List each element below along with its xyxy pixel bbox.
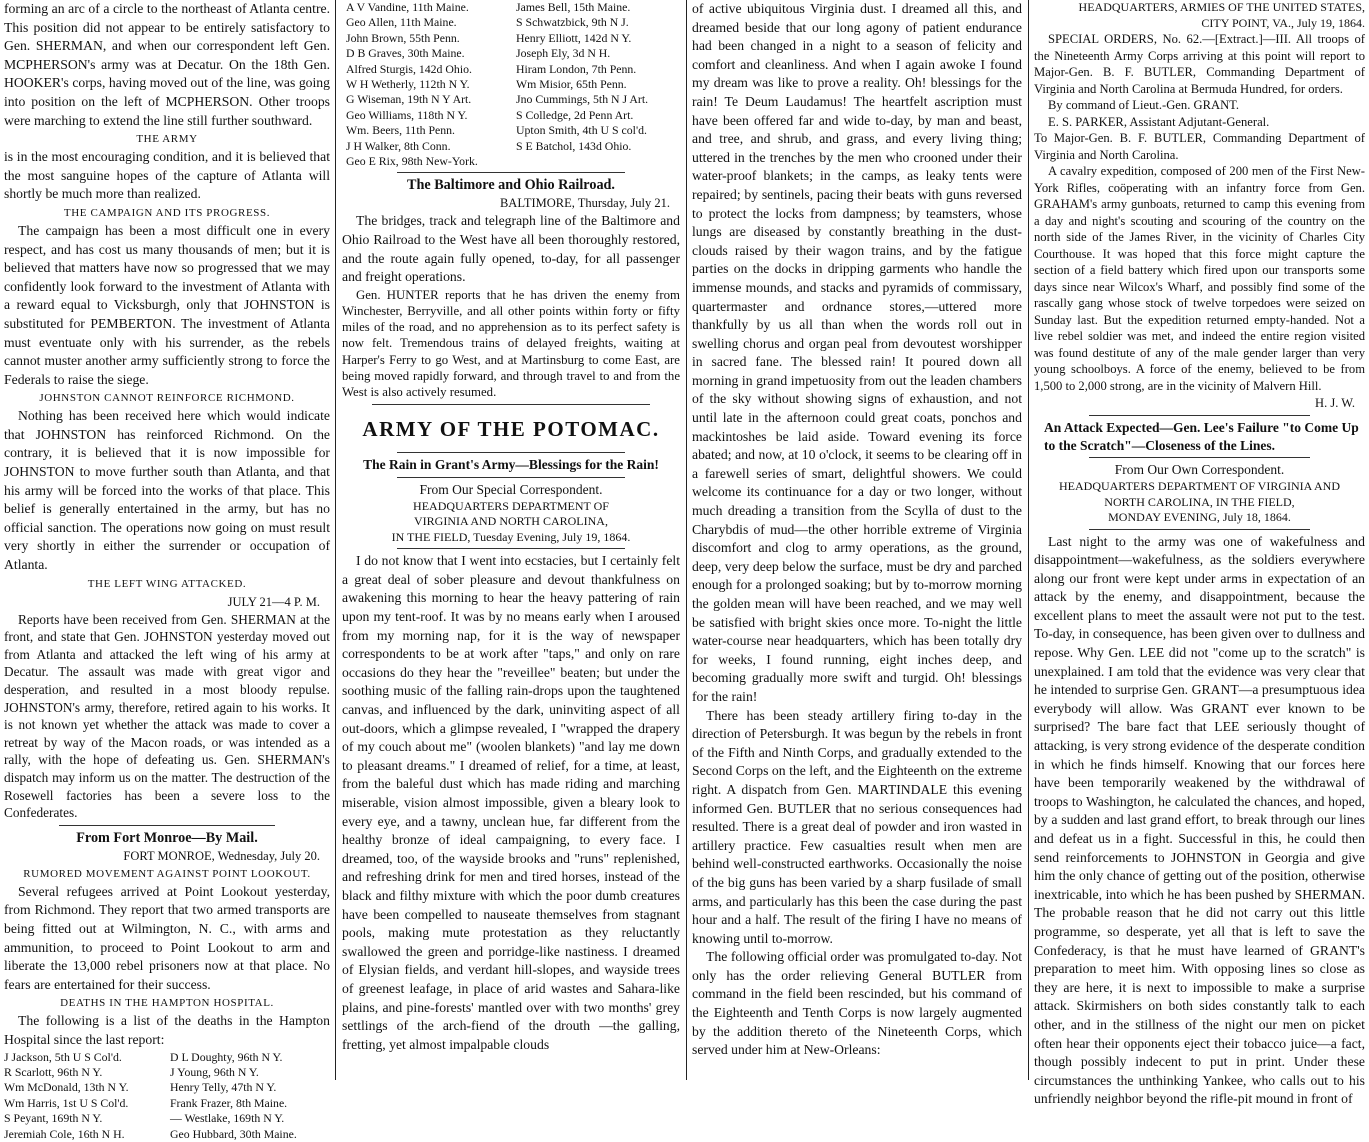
correspondent-line: From Our Special Correspondent.	[419, 481, 603, 497]
list-item: Geo E Rix, 98th New-York.	[346, 154, 478, 169]
list-item: J Jackson, 5th U S Col'd.	[4, 1049, 122, 1064]
subheading: JOHNSTON CANNOT REINFORCE RICHMOND.	[39, 392, 295, 405]
list-item: J Young, 96th N Y.	[170, 1064, 259, 1079]
order-signature: E. S. PARKER, Assistant Adjutant-General.	[1048, 114, 1270, 129]
divider	[59, 825, 275, 826]
list-item: A V Vandine, 11th Maine.	[346, 0, 469, 14]
list-item: Geo Williams, 118th N Y.	[346, 107, 468, 122]
list-item: Hiram London, 7th Penn.	[516, 61, 637, 76]
correspondent-line: From Our Own Correspondent.	[1114, 462, 1285, 477]
dateline: NORTH CAROLINA, IN THE FIELD,	[1104, 494, 1295, 509]
dateline: BALTIMORE, Thursday, July 21.	[499, 196, 670, 211]
article-paragraph: Nothing has been received here which would indicate that JOHNSTON has reinforced Richmond. On the contrary, it is believed that it is now impossible for JOHNSTON to move further south than Atlanta, and that his army will be forced into the works of that place. This belief is generally entertained in the army, but has no official sanction. The operations now going on must result very shortly in either the surrender or occupation of Atlanta.	[4, 408, 330, 573]
article-headline: The Rain in Grant's Army—Blessings for the Rain!	[363, 457, 659, 473]
list-item: Joseph Ely, 3d N H.	[516, 46, 611, 61]
dateline: FORT MONROE, Wednesday, July 20.	[123, 848, 320, 863]
article-paragraph: Last night to the army was one of wakefulness and disappointment—wakefulness, as the soldiers everywhere along our front were kept under arms in expectation of an attack by the enemy, and disappointment, because the excellent plans to meet the assault were not put to the test. To-day, in consequence, has been given over to dullness and repose. Why Gen. LEE did not "come up to the scratch" is unexplained. I am told that the evidence was very clear that he intended to surprise Gen. GRANT—a presumptuous idea everybody will allow. Was GRANT ever known to be surprised? The bare fact that LEE seriously thought of attacking, is very strong evidence of the desperate condition in which he finds himself. Knowing that our forces here have been temporarily weakened by the withdrawal of troops to Washington, he calculated the chances, and hoped, by a sudden and last grand effort, to break through our lines and defeat us in a fight. Successful in this, he could then send reinforcements to JOHNSTON in Georgia and give him the only chance of getting out of the position, otherwise inextricable, into which he has been pushed by SHERMAN. The probable reason that he did not carry out this little programme, so desperate, yet all that is left to save the Confederacy, is that he must have learned of GRANT's preparation to meet him. With opposing lines so close as they are here, it is next to impossible to make a surprise attack. Skirmishers on both sides constantly talk to each other, and in the stillness of the night our men on picket often hear their opponents eject their tobacco juice—a fact, though possibly indecent to put in print. Under these circumstances the unthinking Yankee, who calls out to his unfriendly neighbor beyond the rifle-pit mound in front of	[1034, 533, 1365, 1107]
dateline: JULY 21—4 P. M.	[227, 594, 320, 609]
list-item: D L Doughty, 96th N Y.	[170, 1049, 283, 1064]
list-item: S Colledge, 2d Penn Art.	[516, 107, 634, 122]
dateline: MONDAY EVENING, July 18, 1864.	[1108, 510, 1291, 524]
article-paragraph: The bridges, track and telegraph line of the Baltimore and Ohio Railroad to the West have all been thoroughly restored, and the route again fully opened, to-day, for all passenger and freight operations.	[342, 213, 680, 285]
deaths-list-continued	[342, 0, 680, 154]
column-rule	[1028, 0, 1029, 1080]
dateline: HEADQUARTERS DEPARTMENT OF VIRGINIA AND	[1058, 479, 1341, 493]
article-paragraph: There has been steady artillery firing to-day in the direction of Petersburgh. It was begun by the rebels in front of the Fifth and Ninth Corps, and gradually extended to the Second Corps on the left, and the Eighteenth on the extreme right. A dispatch from Gen. MARTINDALE this evening informed Gen. BUTLER that no serious consequences had resulted. There is a great deal of powder and iron wasted in artillery practice. Few casualties result when men are behind well-constructed earthworks. Occasionally the noise of the big guns has been varied by a sharp fusilade of small arms, and particularly has this been the case during the past hour and a half. The result of the firing I have no means of knowing until to-morrow.	[692, 707, 1022, 946]
list-item: S E Batchol, 143d Ohio.	[516, 138, 632, 153]
article-headline: From Fort Monroe—By Mail.	[76, 829, 258, 846]
list-item: D B Graves, 30th Maine.	[346, 46, 465, 61]
dateline: HEADQUARTERS, ARMIES OF THE UNITED STATES,	[1078, 0, 1365, 14]
divider	[397, 452, 625, 453]
list-item: Jeremiah Cole, 16th N H.	[4, 1126, 125, 1141]
divider	[1089, 457, 1310, 458]
divider	[372, 404, 650, 405]
article-paragraph: The campaign has been a most difficult one in every respect, and has cost us many thousands of men; but it is believed that matters have now so progressed that we may confidently look forward to the investment of Atlanta with a reward equal to Vicksburgh, only that JOHNSTON is substituted for PEMBERTON. The investment of Atlanta must eventuate only with his surrender, as the rebels cannot muster another army sufficiently strong to force the Federals to raise the siege.	[4, 222, 330, 387]
list-item: S Schwatzbick, 9th N J.	[516, 15, 629, 30]
divider	[397, 172, 625, 173]
column-3	[692, 0, 1022, 1080]
list-item: W H Wetherly, 112th N Y.	[346, 77, 470, 92]
order-recipient: To Major-Gen. B. F. BUTLER, Commanding Department of Virginia and North Carolina.	[1034, 131, 1365, 162]
article-paragraph: The following is a list of the deaths in the Hampton Hospital since the last report:	[4, 1013, 330, 1047]
column-1	[4, 0, 330, 1141]
divider	[397, 548, 625, 549]
article-paragraph: Several refugees arrived at Point Lookout yesterday, from Richmond. They report that two armed transports are being fitted out at Wilmington, N. C., with arms and ammunition, to proceed to Point Lookout to arm and liberate the 13,000 rebel prisoners now at that place. No fears are entertained for their success.	[4, 883, 330, 992]
article-paragraph: I do not know that I went into ecstacies, but I certainly felt a great deal of sober pleasure and devout thankfulness on awakening this morning to hear the heavy pattering of rain upon my tent-roof. It was by no means early when I aroused from my morning nap, for it is the way of newspaper correspondents to be at work after "taps," and only on rare occasions do they hear the "reveillee" beaten; but under the soothing music of the falling rain-drops upon the taughtened canvas, and influenced by the dark, uninviting aspect of all out-doors, which a glimpse revealed, I "wrapped the drapery of my couch about me" (woolen blankets) "and lay me down to pleasant dreams." I dreamed of relief, for a time, at least, from the baleful dust which has made riding and marching miserable, vision almost impossible, given a bleary look to every eye, and a tawny, unclean hue, far different from the healthy bronze of ideal campaigning, to every face. I dreamed, too, of the wayside brooks and "runs" replenished, and refreshing drink for men and tired horses, instead of the black and filthy mixture with which the poor dumb creatures have been compelled to nauseate themselves from stagnant pools, making mute protestation as they reluctantly swallowed the green and porridge-like nastiness. I dreamed of Elysian fields, and verdant hill-slopes, and wayside trees of greenest leafage, in place of arid wastes and Sahara-like plains, and pine-forests' mantled over with two months' grey settlings of the arch-fiend of the drouth —the galling, fretting, yet almost impalpable clouds	[342, 553, 680, 1052]
divider	[397, 477, 625, 478]
subheading: THE CAMPAIGN AND ITS PROGRESS.	[63, 206, 271, 219]
list-item: Upton Smith, 4th U S col'd.	[516, 123, 647, 138]
article-headline: The Baltimore and Ohio Railroad.	[407, 177, 615, 194]
article-paragraph: Reports have been received from Gen. SHERMAN at the front, and state that Gen. JOHNSTON yesterday moved out from Atlanta and attacked the left wing of his army at Decatur. The assault was made with great vigor and desperation, and resulted in a most bloody repulse. JOHNSTON's army, therefore, retired again to his works. It is not known yet whether the attack was made to cover a retreat by way of the Macon roads, or was intended as a rally, with the hope of defeating us. Gen. SHERMAN's dispatch may inform us on the matter. The destruction of the Rosewell factories has been a severe loss to the Confederates.	[4, 611, 330, 821]
list-item: Geo Hubbard, 30th Maine.	[170, 1126, 297, 1141]
column-2	[342, 0, 680, 1080]
list-item: Henry Elliott, 142d N Y.	[516, 30, 632, 45]
dateline: HEADQUARTERS DEPARTMENT OF	[413, 498, 609, 513]
article-headline: An Attack Expected—Gen. Lee's Failure "to Come Up to the Scratch"—Closeness of the Lines.	[1044, 420, 1359, 453]
list-item: Jno Cummings, 5th N J Art.	[516, 92, 649, 107]
list-item: — Westlake, 169th N Y.	[170, 1111, 285, 1126]
subheading: RUMORED MOVEMENT AGAINST POINT LOOKOUT.	[23, 867, 311, 880]
divider	[1089, 415, 1310, 416]
list-item: Frank Frazer, 8th Maine.	[170, 1095, 288, 1110]
article-paragraph: A cavalry expedition, composed of 200 men of the First New-York Rifles, coöperating with an infantry force from Gen. GRAHAM's army gunboats, returned to camp this evening from a day and night's scouting and scouring of the country on the north side of the James River, in the vicinity of Charles City Courthouse. It was hoped that this force might capture the section of a field battery which fired upon our transports some days since near Wilcox's Wharf, and possibly find some of the rascally gang whose stock of twelve torpedoes were seized on Sunday last. But the expedition returned empty-handed. Not a live rebel soldier was met, and indeed the entire region visited was found destitute of any of the male gender larger than very young schoolboys. A force of the enemy, believed to be from 1,500 to 2,000 strong, are in the vicinity of Malvern Hill.	[1034, 164, 1365, 393]
dateline: IN THE FIELD, Tuesday Evening, July 19, 1864.	[391, 529, 631, 544]
list-item: Henry Telly, 47th N Y.	[170, 1080, 277, 1095]
list-item: Geo Allen, 11th Maine.	[346, 15, 457, 30]
list-item: Wm. Beers, 11th Penn.	[346, 123, 455, 138]
subheading: THE LEFT WING ATTACKED.	[87, 577, 247, 590]
signature: H. J. W.	[1315, 396, 1355, 410]
deaths-list	[4, 1050, 330, 1142]
column-4	[1034, 0, 1365, 1107]
list-item: Alfred Sturgis, 142d Ohio.	[346, 61, 472, 76]
list-item: R Scarlott, 96th N Y.	[4, 1064, 103, 1079]
subheading: DEATHS IN THE HAMPTON HOSPITAL.	[60, 997, 274, 1010]
subheading: THE ARMY	[136, 133, 198, 146]
list-item: S Peyant, 169th N Y.	[4, 1111, 103, 1126]
dateline: CITY POINT, VA., July 19, 1864.	[1201, 15, 1365, 30]
article-paragraph: forming an arc of a circle to the northeast of Atlanta centre. This position did not appear to be entirely satisfactory to Gen. SHERMAN, and when our correspondent left Gen. MCPHERSON's army was at Decatur. On the 18th Gen. HOOKER's corps, having moved out of the line, was going into position on the left of MCPHERSON. Other troops were marching to extend the line still further southward.	[4, 1, 330, 128]
order-text: SPECIAL ORDERS, No. 62.—[Extract.]—III. All troops of the Nineteenth Army Corps arriving at this point will report to Major-Gen. B. F. BUTLER, Commanding Department of Virginia and North Carolina at Bermuda Hundred, for orders.	[1034, 32, 1365, 96]
list-item: G Wiseman, 19th N Y Art.	[346, 92, 472, 107]
section-headline: ARMY OF THE POTOMAC.	[362, 417, 660, 442]
list-item: Wm McDonald, 13th N Y.	[4, 1080, 129, 1095]
list-item: J H Walker, 8th Conn.	[346, 138, 451, 153]
list-item: Wm Misior, 65th Penn.	[516, 77, 627, 92]
article-paragraph: Gen. HUNTER reports that he has driven the enemy from Winchester, Berryville, and all other points within forty or fifty miles of the road, and no apprehension as to its perfect safety is now felt. Tremendous trains of delayed freights, waiting at Harper's Ferry to go West, and at Martinsburg to come East, are being moved rapidly forward, and through travel to and from the West is also actively resumed.	[342, 287, 680, 400]
column-rule	[335, 0, 336, 1080]
divider	[1089, 529, 1310, 530]
list-item: James Bell, 15th Maine.	[516, 0, 631, 14]
list-item: John Brown, 55th Penn.	[346, 30, 460, 45]
list-item: Wm Harris, 1st U S Col'd.	[4, 1095, 129, 1110]
order-signature: By command of Lieut.-Gen. GRANT.	[1048, 98, 1240, 112]
article-paragraph: The following official order was promulgated to-day. Not only has the order relieving General BUTLER from command in the field been rescinded, but his command of the Eighteenth and Tenth Corps is now largely augmented by the addition thereto of the Nineteenth Corps, which served under him at New-Orleans:	[692, 949, 1022, 1058]
column-rule	[686, 0, 687, 1080]
article-paragraph: of active ubiquitous Virginia dust. I dreamed all this, and dreamed beside that our long agony of patient endurance had been changed in a night to a season of felicity and comfort and cleanliness. And when I again awoke I found my dream was like to prove a reality. Oh! blessings for the rain! Te Deum Laudamus! The heartfelt ascription must have been offered far and wide to-day, by man and beast, and tree, and shrub, and grass, and every living thing; uttered in the trenches by the men who crooned under their water-proof blankets; in the camps, as leaky tents were repaired; by sentinels, pacing their beats with guns reversed to protect the locks from dampness; by teamsters, whose lungs are diseased by constantly breathing in the dust-clouds raised by their wagon trains, and by the fatigue parties on the docks in dripping garments who handle the immense mounds, and stacks and pyramids of commissary, quartermaster and ordnance stores,—uttered more thankfully by us all than when the words roll out in swelling chorus and organ peal from devoutest worshipper in sacred fane. The blessed rain! It poured down all morning in grand impetuosity from out the leaden chambers of the sky without showing signs of exhaustion, and not until late in the afternoon could great coats, ponchos and mackintoshes be laid aside. Toward evening its force abated; and now, at 10 o'clock, it seems to be clearing off in a farewell series of smart, delightful showers. We could welcome its continuance for a day or two longer, without much dreading a transition from the Scylla of dust to the Charybdis of mud—the other horrible extreme of Virginia discomfort and clog to army operations, as the ground, deep, very deep below the surface, must be dry and parched enough for a prolonged soaking; but by to-morrow morning the golden mean will have been reached, and we may well be satisfied with bright skies once more. To-night the little water-course near headquarters, which has been totally dry for weeks, I found running, eight inches deep, and becoming gradually more swift and turgid. Oh! blessings for the rain!	[692, 1, 1022, 704]
article-paragraph: is in the most encouraging condition, and it is believed that the most sanguine hopes of the capture of Atlanta will shortly be much more than realized.	[4, 149, 330, 202]
dateline: VIRGINIA AND NORTH CAROLINA,	[414, 514, 608, 529]
